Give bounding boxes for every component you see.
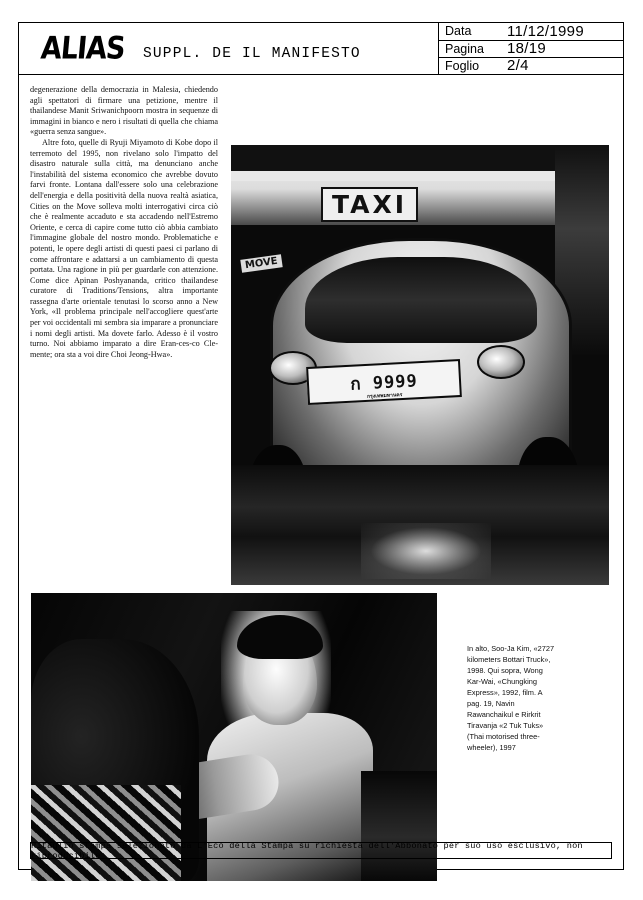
article-body — [19, 75, 623, 845]
meta-row-foglio — [439, 57, 623, 74]
clipping-meta-table — [438, 23, 623, 74]
taxi-side-text: MOVE — [240, 254, 282, 273]
taxi-licence-plate — [306, 359, 462, 405]
article-text-column — [30, 85, 218, 360]
meta-label-data: Data — [445, 24, 472, 39]
photo-portrait — [31, 593, 437, 881]
clipping-page — [18, 22, 624, 870]
taxi-licence-plate-sub: กรุงเทพมหานคร — [366, 392, 403, 400]
photo-caption: In alto, Soo-Ja Kim, «2727 kilometers Bottari Truck», 1998. Qui sopra, Wong Kar-Wai, «Chungking Express», 1992, film. A pag. 19, Navin Rawanchaikul e Rirkrit Tiravanja «2 Tuk Tuks» (Thai motorised three-wheeler), 1997 — [467, 644, 555, 752]
photo-taxi — [231, 145, 609, 585]
publication-logo-text: ALIAS — [39, 31, 127, 67]
portrait-blanket — [31, 785, 181, 881]
taxi-windshield — [305, 257, 537, 343]
meta-value-foglio: 2/4 — [507, 57, 529, 75]
meta-row-pagina — [439, 40, 623, 57]
portrait-floor — [361, 771, 437, 881]
publication-logo — [41, 31, 125, 67]
meta-label-foglio: Foglio — [445, 58, 480, 73]
meta-value-pagina: 18/19 — [507, 40, 547, 58]
clipping-footer-text: Ritaglio stampa selezionato da L'Eco della Stampa su richiesta dell'Abbonato per suo uso esclusivo, non riproducibile — [31, 840, 583, 861]
taxi-roof-sign: TAXI — [321, 187, 418, 222]
photo-taxi-glare — [361, 523, 491, 579]
photo-taxi-canopy — [231, 145, 609, 171]
clipping-footer — [30, 842, 612, 859]
photo-taxi-light-strip — [231, 171, 609, 181]
article-paragraph-1: degenerazione della democrazia in Malesia, chiedendo agli spettatori di firmare una petizione, mentre il thailandese Manit Sriwanichpoorn mostra in sequenze di immagini in bianco e nero i risultati di quella che chiama «guerra senza sangue». — [30, 85, 218, 137]
meta-row-data — [439, 23, 623, 40]
taxi-licence-plate-number: ก 9999 — [349, 370, 419, 395]
meta-label-pagina: Pagina — [445, 41, 484, 56]
taxi-headlamp-right — [477, 345, 525, 379]
masthead — [19, 23, 623, 75]
supplement-line: SUPPL. DE IL MANIFESTO — [143, 46, 361, 62]
article-paragraph-2: Altre foto, quelle di Ryuji Miyamoto di Kobe dopo il terremoto del 1995, non rivelano solo l'impatto del disastro naturale sulla città, ma denunciano anche l'instabilità del sistema economico che avrebbe dovuto farvi fronte. Lontana dall'essere solo una celebrazione dell'energia e della positività della nuova realtà asiatica, Cities on the Move solleva molti interrogativi circa ciò che è realmente accaduto e sta accadendo nell'Estremo Oriente, e cerca di capire come tutto ciò abbia cambiato l'immagine globale del nostro mondo. Problematiche e potenti, le opere degli artisti di questi paesi ci parlano di come affrontare e adattarsi a un cambiamento di questa portata. Una ragione in più per guardarle con attenzione. Come dice Apinan Poshyananda, critico thailandese curatore di Traditions/Tensions, altra importante rassegna d'arte orientale tenutasi lo scorso anno a New York, «Il problema principale nell'accogliere quest'arte per voi occidentali mi sembra sia imparare a pronunciare i nomi degli artisti. Ma dovete farlo. Adesso è il vostro turno. Noi abbiamo imparato a dire Eran-ces-co Cle-mente; ora sta a voi dire Choi Jeong-Hwa». — [30, 137, 218, 359]
meta-value-data: 11/12/1999 — [507, 23, 584, 40]
